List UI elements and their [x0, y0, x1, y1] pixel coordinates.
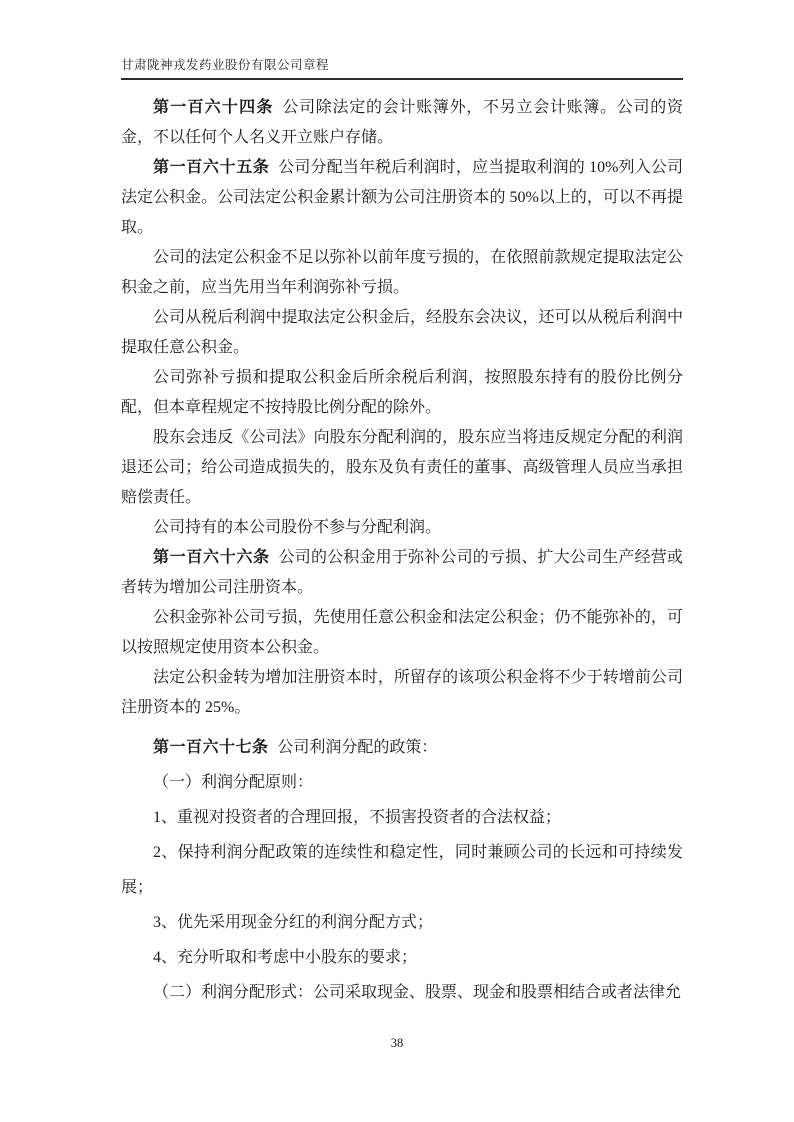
main-clauses-section: [121, 93, 683, 723]
body-paragraph: 3、优先采用现金分红的利润分配方式；: [153, 914, 434, 931]
profit-policy-section: [121, 730, 683, 1010]
document-body: [121, 93, 683, 1010]
body-paragraph: 1、重视对投资者的合理回报，不损害投资者的合法权益；: [153, 809, 562, 826]
clause-number-label: 第一百六十七条: [153, 739, 269, 756]
page-header: [121, 55, 683, 80]
clause-paragraph: 第一百六十四条 公司除法定的会计账簿外，不另立会计账簿。公司的资金，不以任何个人名义开立账户存储。: [121, 99, 683, 146]
body-paragraph: 公司弥补亏损和提取公积金后所余税后利润，按照股东持有的股份比例分配，但本章程规定不按持股比例分配的除外。: [121, 369, 683, 416]
page-footer: [0, 1036, 794, 1051]
body-paragraph: 公司从税后利润中提取法定公积金后，经股东会决议，还可以从税后利润中提取任意公积金。: [121, 309, 683, 356]
body-paragraph: （二）利润分配形式：公司采取现金、股票、现金和股票相结合或者法律允: [153, 984, 682, 1001]
body-paragraph: 公司持有的本公司股份不参与分配利润。: [153, 519, 442, 536]
body-paragraph: 2、保持利润分配政策的连续性和稳定性，同时兼顾公司的长远和可持续发展；: [121, 844, 683, 896]
header-title: 甘肃陇神戎发药业股份有限公司章程: [121, 58, 330, 72]
body-paragraph: 股东会违反《公司法》向股东分配利润的，股东应当将违反规定分配的利润退还公司；给公司造成损失的，股东及负有责任的董事、高级管理人员应当承担赔偿责任。: [121, 429, 683, 506]
clause-paragraph: 第一百六十五条 公司分配当年税后利润时，应当提取利润的 10%列入公司法定公积金。公司法定公积金累计额为公司注册资本的 50%以上的，可以不再提取。: [121, 159, 683, 236]
body-paragraph: 公司的法定公积金不足以弥补以前年度亏损的，在依照前款规定提取法定公积金之前，应当先用当年利润弥补亏损。: [121, 249, 683, 296]
body-paragraph: 公积金弥补公司亏损，先使用任意公积金和法定公积金；仍不能弥补的，可以按照规定使用资本公积金。: [121, 609, 683, 656]
body-paragraph: 法定公积金转为增加注册资本时，所留存的该项公积金将不少于转增前公司注册资本的 25%。: [121, 669, 683, 716]
clause-paragraph: 第一百六十七条 公司利润分配的政策：: [153, 739, 438, 756]
page-number: 38: [390, 1036, 404, 1050]
clause-number-label: 第一百六十六条: [153, 549, 270, 566]
clause-number-label: 第一百六十四条: [153, 99, 274, 116]
body-paragraph: 4、充分听取和考虑中小股东的要求；: [153, 949, 418, 966]
clause-number-label: 第一百六十五条: [153, 159, 270, 176]
clause-paragraph: 第一百六十六条 公司的公积金用于弥补公司的亏损、扩大公司生产经营或者转为增加公司注册资本。: [121, 549, 683, 596]
body-paragraph: （一）利润分配原则：: [153, 774, 314, 791]
